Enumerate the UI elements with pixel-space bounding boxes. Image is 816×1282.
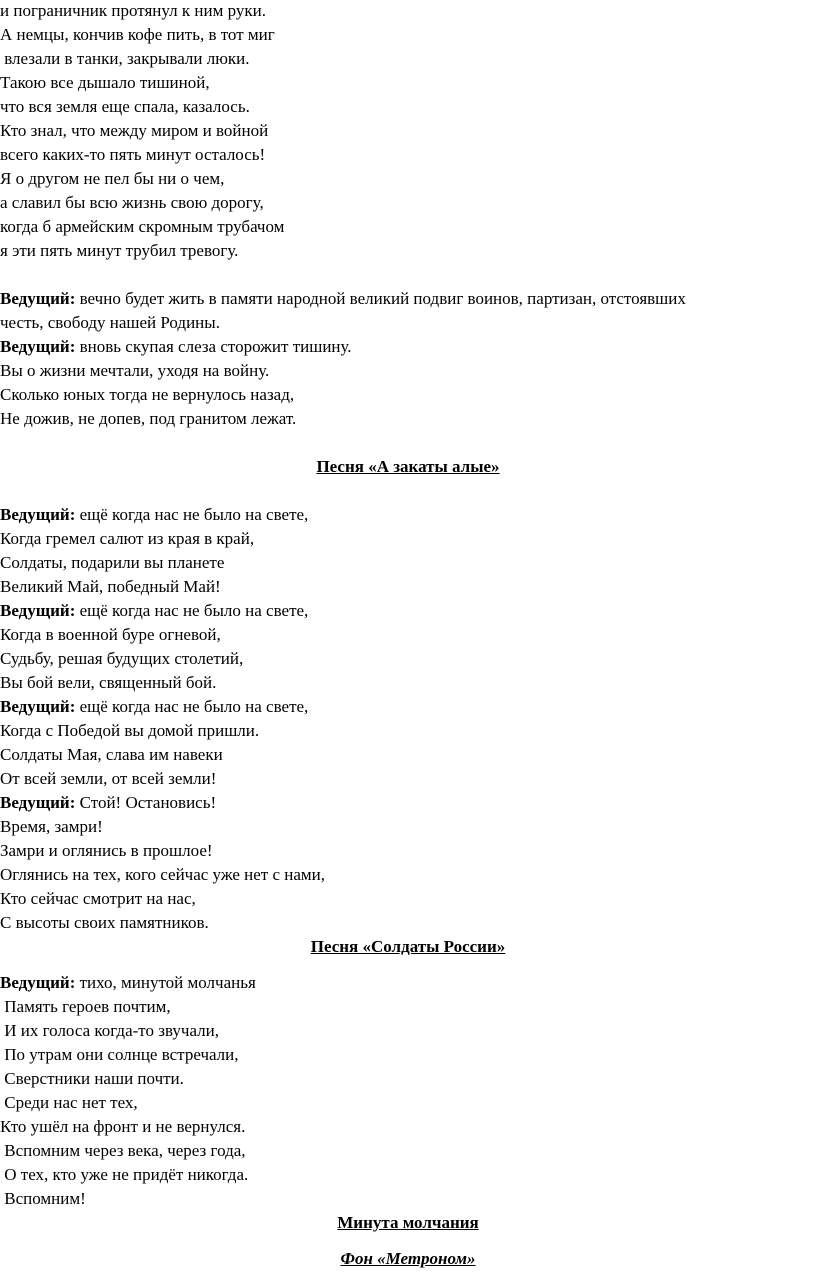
poem-line: Солдаты Мая, слава им навеки [0, 745, 223, 764]
speaker-text: вечно будет жить в памяти народной великий подвиг воинов, партизан, отстоявших [75, 289, 686, 308]
song-heading: Песня «А закаты алые» [316, 457, 500, 476]
speaker-line [0, 792, 216, 814]
speaker-text: ещё когда нас не было на свете, [75, 697, 309, 716]
poem-line: Когда с Победой вы домой пришли. [0, 721, 260, 740]
poem-line: Кто ушёл на фронт и не вернулся. [0, 1117, 246, 1136]
poem-line: Когда гремел салют из края в край, [0, 529, 255, 548]
poem-line: Великий Май, победный Май! [0, 577, 221, 596]
speaker-label: Ведущий: [0, 973, 76, 992]
poem-line: С высоты своих памятников. [0, 913, 209, 932]
poem-line: Время, замри! [0, 817, 103, 836]
poem-line: всего каких-то пять минут осталось! [0, 145, 266, 164]
speaker-line [0, 504, 308, 526]
poem-line: Память героев почтим, [0, 997, 171, 1016]
speaker-text: вновь скупая слеза сторожит тишину. [75, 337, 352, 356]
poem-line: Среди нас нет тех, [0, 1093, 138, 1112]
poem-line: Я о другом не пел бы ни о чем, [0, 169, 225, 188]
speaker-label: Ведущий: [0, 697, 76, 716]
poem-line: От всей земли, от всей земли! [0, 769, 217, 788]
poem-line: когда б армейским скромным трубачом [0, 217, 285, 236]
speaker-label: Ведущий: [0, 793, 76, 812]
speaker-text: ещё когда нас не было на свете, [75, 601, 309, 620]
poem-line: что вся земля еще спала, казалось. [0, 97, 250, 116]
poem-line: Кто сейчас смотрит на нас, [0, 889, 196, 908]
minute-of-silence-heading: Минута молчания [337, 1213, 479, 1232]
poem-line: Вспомним! [0, 1189, 86, 1208]
poem-line: Солдаты, подарили вы планете [0, 553, 225, 572]
poem-line: Кто знал, что между миром и войной [0, 121, 269, 140]
speaker-text: тихо, минутой молчанья [75, 973, 256, 992]
speaker-line [0, 600, 308, 622]
speaker-label: Ведущий: [0, 601, 76, 620]
speaker-line [0, 288, 686, 310]
speaker-text: Стой! Остановись! [75, 793, 217, 812]
song-heading: Песня «Солдаты России» [310, 937, 506, 956]
poem-line: влезали в танки, закрывали люки. [0, 49, 250, 68]
text-line: честь, свободу нашей Родины. [0, 313, 220, 332]
speaker-label: Ведущий: [0, 289, 76, 308]
poem-line: По утрам они солнце встречали, [0, 1045, 239, 1064]
poem-line: я эти пять минут трубил тревогу. [0, 241, 239, 260]
poem-line: Сколько юных тогда не вернулось назад, [0, 385, 295, 404]
poem-line: Такою все дышало тишиной, [0, 73, 210, 92]
speaker-label: Ведущий: [0, 505, 76, 524]
poem-line: Сверстники наши почти. [0, 1069, 184, 1088]
poem-line: Замри и оглянись в прошлое! [0, 841, 213, 860]
poem-line: А немцы, кончив кофе пить, в тот миг [0, 25, 275, 44]
poem-line: Оглянись на тех, кого сейчас уже нет с нами, [0, 865, 326, 884]
speaker-label: Ведущий: [0, 337, 76, 356]
poem-line: Вы бой вели, священный бой. [0, 673, 217, 692]
poem-line: О тех, кто уже не придёт никогда. [0, 1165, 249, 1184]
poem-line: и пограничник протянул к ним руки. [0, 1, 266, 20]
poem-line: Судьбу, решая будущих столетий, [0, 649, 244, 668]
speaker-line [0, 336, 352, 358]
speaker-line [0, 696, 308, 718]
poem-line: а славил бы всю жизнь свою дорогу, [0, 193, 264, 212]
poem-line: Когда в военной буре огневой, [0, 625, 221, 644]
speaker-text: ещё когда нас не было на свете, [75, 505, 309, 524]
background-sound-heading: Фон «Метроном» [340, 1249, 476, 1268]
poem-line: И их голоса когда-то звучали, [0, 1021, 219, 1040]
poem-line: Не дожив, не допев, под гранитом лежат. [0, 409, 297, 428]
poem-line: Вы о жизни мечтали, уходя на войну. [0, 361, 270, 380]
speaker-line [0, 972, 256, 994]
poem-line: Вспомним через века, через года, [0, 1141, 246, 1160]
